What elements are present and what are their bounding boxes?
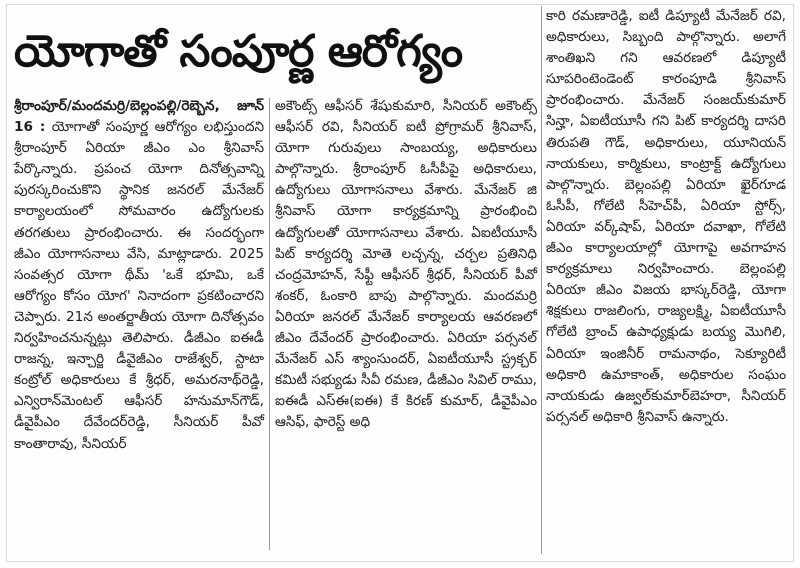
dateline: శ్రీరాంపూర్/మందమర్రి/బెల్లంపల్లి/రెబ్బెన, జూన్ 16 : (14, 98, 264, 136)
article-paragraph-1 (14, 96, 264, 455)
column-1-text: యోగాతో సంపూర్ణ ఆరోగ్యం లభిస్తుందని శ్రీరాంపూర్ ఏరియా జీఎం ఎం శ్రీనివాస్ పేర్కొన్నారు. ప్రపంచ యోగా దినోత్సవాన్ని పురస్కరించుకొని స్థానిక జనరల్ మేనేజర్ కార్యాలయంలో సోమవారం ఉద్యోగులకు తరగతులు ప్రారంభించారు. ఈ సందర్భంగా జీఎం యోగాసనాలు వేసి, మాట్లాడారు. 2025 సంవత్సర యోగా థీమ్ 'ఒకే భూమి, ఒకే ఆరోగ్యం కోసం యోగ' నినాదంగా ప్రకటించారని చెప్పారు. 21న అంతర్జాతీయ యోగా దినోత్సవం నిర్వహించనున్నట్లు తెలిపారు. డీజీఎం ఐఈడీ రాజన్న, ఇన్చార్జి డీవైజీఎం రాజేశ్వర్, స్టాటా కంట్రోల్ అధికారులు కే శ్రీధర్, అమరనాథ్‌రెడ్డి, ఎన్విరాన్‌మెంటల్ ఆఫీసర్ హనుమాన్‌గౌడ్, డీవైపీఎం దేవేందర్‌రెడ్డి, సీనియర్ పీవో కాంతారావు, సీనియర్ (14, 119, 264, 452)
article-column-2 (275, 96, 537, 556)
article-column-3 (546, 6, 786, 556)
headline: యోగాతో సంపూర్ణ ఆరోగ్యం (14, 26, 463, 77)
article-column-1 (14, 96, 264, 556)
column-divider-2 (541, 6, 542, 554)
column-3-text: కారి రమణారెడ్డి, ఐటీ డిప్యూటీ మేనేజర్ రవి, అధికారులు, సిబ్బంది పాల్గొన్నారు. అలాగే శాంతిఖని గని ఆవరణలో డిప్యూటీ సూపరింటెండెంట్ కారంపూడి శ్రీనివాస్ ప్రారంభించారు. మేనేజర్ సంజయ్‌కుమార్ సిన్హా, ఏఐటీయూసీ గని పిట్ కార్యదర్శి దాసరి తిరుపతి గౌడ్, అధికారులు, యూనియన్ నాయకులు, కార్మికులు, కాంట్రాక్ట్ ఉద్యోగులు పాల్గొన్నారు. బెల్లంపల్లి ఏరియా ఖైర్‌గూడ ఓసీపీ, గోలేటి సీహెచ్‌పీ, ఏరియా స్టోర్స్, ఏరియా వర్క్‌షాప్, ఏరియా దవాఖా, గోలేటి జీఎం కార్యాలయాల్లో యోగాపై అవగాహన కార్యక్రమాలు నిర్వహించారు. బెల్లంపల్లి ఏరియా జీఎం విజయ భాస్కర్‌రెడ్డి, యోగా శిక్షకులు రాజలింగు, రాజ్యలక్ష్మి, ఏఐటీయూసీ గోలేటి బ్రాంచ్ ఉపాధ్యక్షుడు బయ్య మొగిలి, ఏరియా ఇంజినీర్ రామనాథం, సెక్యూరిటీ అధికారి ఉమాకాంత్, అధికారుల సంఘం నాయకుడు ఉజ్వల్‌కుమార్‌బెహరా, సీనియర్ పర్సనల్ అధికారి శ్రీనివాస్ ఉన్నారు. (546, 8, 786, 425)
column-divider-1 (269, 98, 270, 550)
column-2-text: అకౌంట్స్ ఆఫీసర్ శేషుకుమారి, సీనియర్ అకౌంట్స్ ఆఫీసర్ రవి, సీనియర్ ఐటీ ప్రోగ్రామర్ శ్రీనివాస్, యోగా గురువులు సాంబయ్య, అధికారులు పాల్గొన్నారు. శ్రీరాంపూర్ ఓసీపీపై అధికారులు, ఉద్యోగులు యోగాసనాలు వేశారు. మేనేజర్ జి శ్రీనివాస్ యోగా కార్యక్రమాన్ని ప్రారంభించి ఉద్యోగులతో యోగాసనాలు వేశారు. ఏఐటీయూసీ పిట్ కార్యదర్శి మోతె లచ్చన్న, చర్చల ప్రతినిధి చంద్రమోహన్, సేఫ్టీ ఆఫీసర్ శ్రీధర్, సీనియర్ పీవో శంకర్, ఓంకారి బాపు పాల్గొన్నారు. మందమర్రి ఏరియా జనరల్ మేనేజర్ కార్యాలయ ఆవరణలో జీఎం దేవేందర్ ప్రారంభించారు. ఏరియా పర్సనల్ మేనేజర్ ఎస్ శ్యాంసుందర్, ఏఐటీయూసీ స్ట్రక్చర్ కమిటీ సభ్యుడు సీవీ రమణ, డీజీఎం సివిల్ రాము, ఐఈడీ ఎస్ఈ(ఐఈ) కే కిరణ్ కుమార్, డీవైపీఎం ఆసిఫ్, ఫారెస్ట్ అధి (275, 98, 537, 431)
